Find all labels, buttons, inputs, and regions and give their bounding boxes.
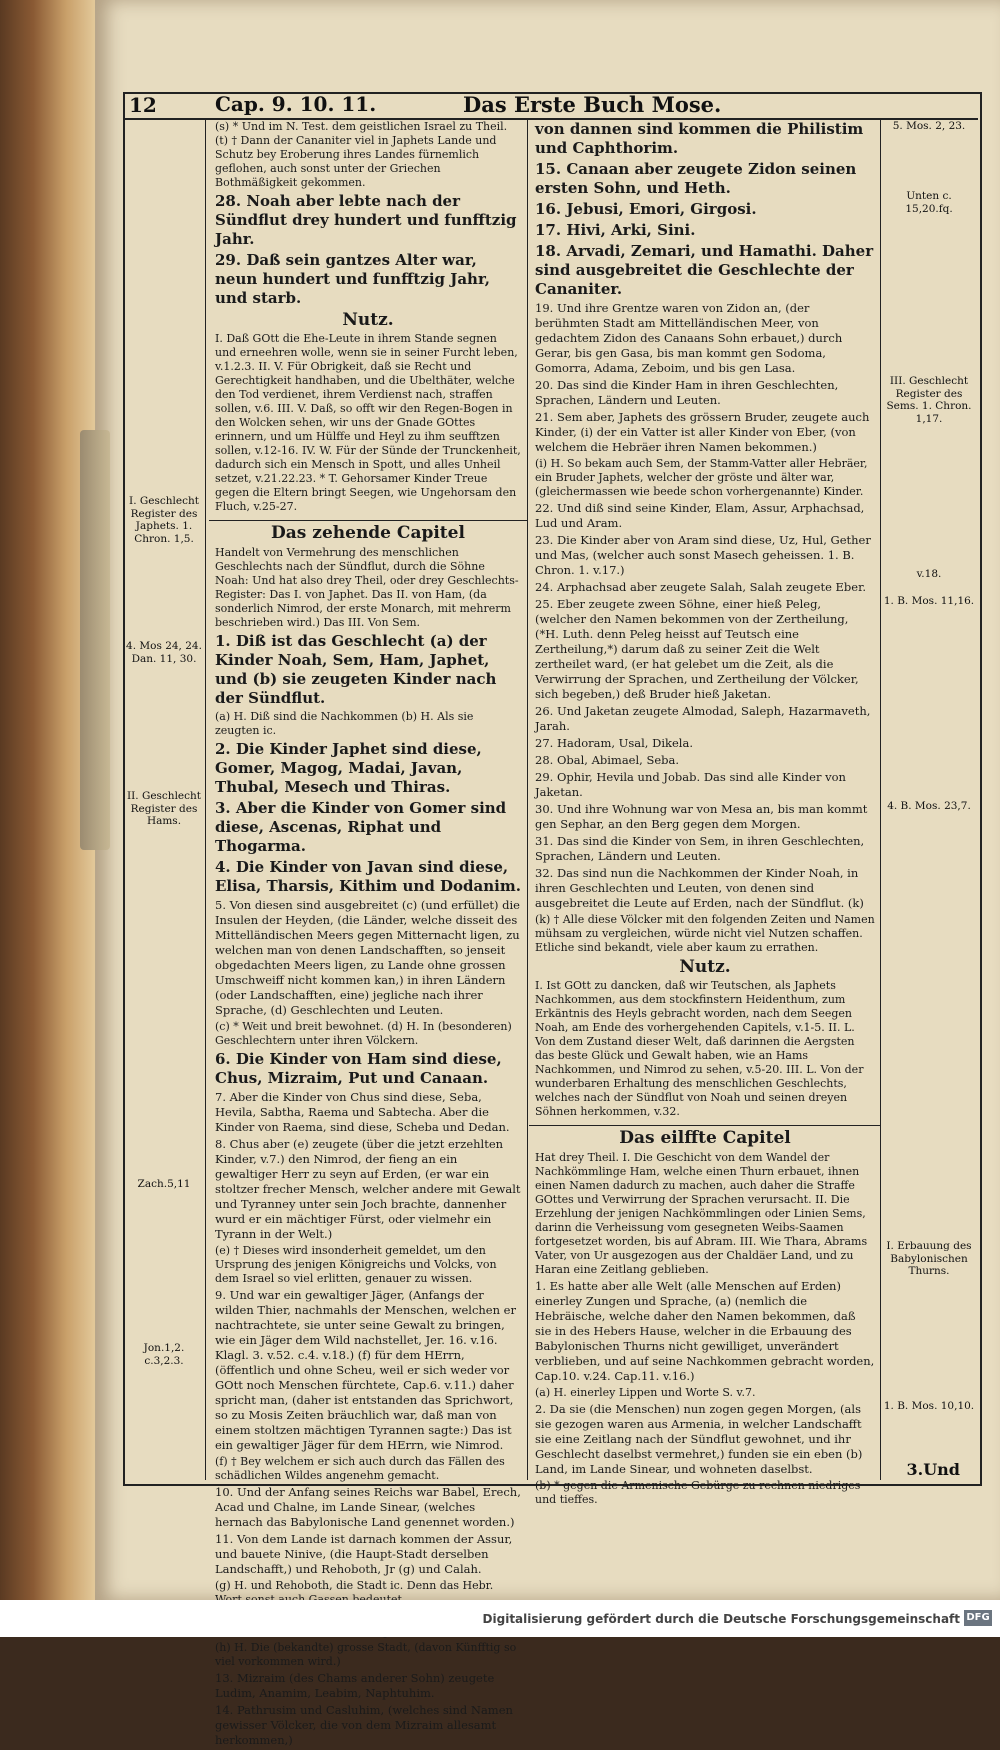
application-text: I. Daß GOtt die Ehe-Leute in ihrem Stande segnen und erneehren wolle, wenn sie in seiner Furcht leben, v.1.2.3. II. V. Für Obrigkeit, daß sie Recht und Gerechtigkeit handhaben, und die Ubelthäter, welche den Tod verdienet, ihrem Verdienst nach, straffen sollen, v.6. III. V. Daß, so offt wir den Regen-Bogen in den Wolcken sehen, wir uns der Gnade GOttes erinnern, und um Hülffe und Heyl zu ihm seufftzen sollen, v.12-16. IV. W. Für der Sünde der Trunckenheit, dadurch sich ein Mensch in Spott, und alles Unheil setzet, v.21.22.23. * T. Gehorsamer Kinder Treue gegen die Eltern bringt Seegen, wie Ungehorsam den Fluch, v.25-27. (215, 332, 521, 514)
verse: 13. Mizraim (des Chams anderer Sohn) zeugete Ludim, Anamim, Leabim, Naphtuhim. (215, 1670, 495, 1700)
section-heading: Nutz. (342, 310, 394, 330)
verse: 28. Obal, Abimael, Seba. (535, 753, 680, 767)
verse: 27. Hadoram, Usal, Dikela. (535, 736, 693, 750)
footnote: (a) H. einerley Lippen und Worte S. v.7. (535, 1385, 756, 1399)
verse: 24. Arphachsad aber zeugete Salah, Salah zeugete Eber. (535, 580, 866, 594)
margin-note: v.18. (916, 568, 942, 580)
footnote: (h) H. Die (bekandte) grosse Stadt, (davon Künfftig so viel vorkommen wird.) (215, 1640, 517, 1668)
margin-note: I. Erbauung des Babylonischen Thurns. (886, 1240, 972, 1277)
footnote: (i) H. So bekam auch Sem, der Stamm-Vatter aller Hebräer, ein Bruder Japhets, welcher der gröste und älter war, (gleichermassen wie beede schon vorhergenannte) Kinder. (535, 457, 868, 498)
margin-note: I. Geschlecht Register des Japhets. 1. Chron. 1,5. (129, 495, 199, 545)
verse: 31. Das sind die Kinder von Sem, in ihren Geschlechten, Sprachen, Ländern und Leuten. (535, 834, 865, 863)
verse: 9. Und war ein gewaltiger Jäger, (Anfangs der wilden Thier, nachmahls der Menschen, welchen er nachtrachtete, sie unter seine Gewalt zu bringen, wie ein Jäger dem Wild nachstellet, Jer. 16. v.16. Klagl. 3. v.52. c.4. v.18.) (f) für dem HErrn, (öffentlich und ohne Scheu, weil er sich weder vor GOtt noch Menschen fürchtete, Cap.6. v.11.) daher spricht man, (daher ist entstanden das Sprichwort, so zu Mosis Zeiten bräuchlich war, daß man von einem stoltzen mächtigen Tyrannen sagte:) Das ist ein gewaltiger Jäger für dem HErrn, wie Nimrod. (215, 1287, 516, 1452)
catchword: 3.Und (906, 1460, 960, 1479)
verse: von dannen sind kommen die Philistim und Caphthorim. (535, 120, 864, 157)
verse: 29. Daß sein gantzes Alter war, neun hundert und funfftzig Jahr, und starb. (215, 251, 490, 307)
verse: 6. Die Kinder von Ham sind diese, Chus, Mizraim, Put und Canaan. (215, 1049, 502, 1087)
verse: 14. Pathrusim und Casluhim, (welches sind Namen gewisser Völcker, die von dem Mizraim allesamt herkommen,) (215, 1702, 513, 1747)
footnote: (f) † Bey welchem er sich auch durch das Fällen des schädlichen Wildes angenehm gemacht. (215, 1454, 505, 1482)
chapter-reference: Cap. 9. 10. 11. (215, 92, 377, 116)
verse: 2. Die Kinder Japhet sind diese, Gomer, Magog, Madai, Javan, Thubal, Mesech und Thiras. (215, 739, 482, 796)
funding-credit: Digitalisierung gefördert durch die Deutsche Forschungsgemeinschaft (482, 1612, 960, 1626)
rule-right-margin (880, 118, 881, 1480)
margin-note: 4. Mos 24, 24. Dan. 11, 30. (126, 640, 202, 665)
verse: 3. Aber die Kinder von Gomer sind diese, Ascenas, Riphat und Thogarma. (215, 798, 507, 855)
bookmark-ribbon (80, 430, 110, 850)
verse: 30. Und ihre Wohnung war von Mesa an, bis man kommt gen Sephar, an den Berg gegen dem Morgen. (535, 802, 868, 831)
footer-bar (0, 1600, 1000, 1637)
section-heading: Nutz. (679, 957, 731, 977)
divider (209, 520, 527, 521)
verse: 1. Es hatte aber alle Welt (alle Menschen auf Erden) einerley Zungen und Sprache, (a) (nemlich die Hebräische, welche daher den Namen bekommen, daß sie in des Hebers Hause, welcher in die Erbauung des Babylonischen Thurns nicht gewilliget, unverändert verblieben, und auf seine Nachkommen gebracht worden, Cap.10. v.24. Cap.11. v.16.) (535, 1278, 875, 1383)
margin-note: III. Geschlecht Register des Sems. 1. Chron. 1,17. (886, 375, 972, 425)
running-header (123, 92, 978, 120)
margin-note: Zach.5,11 (137, 1178, 191, 1190)
verse: 16. Jebusi, Emori, Girgosi. (535, 200, 757, 218)
verse: 17. Hivi, Arki, Sini. (535, 221, 696, 239)
chapter-summary: Hat drey Theil. I. Die Geschicht von dem Wandel der Nachkömmlinge Ham, welche einen Thurn erbauet, ihnen einen Namen dadurch zu machen, auch daher die Straffe GOttes und Verwirrung der Sprachen verursacht. II. Die Erzehlung der jenigen Nachkömmlingen oder Linien Sems, darinn die Verheissung vom gesegneten Weibs-Saamen fortgesetzet worden, bis auf Abram. III. Wie Thara, Abrams Vater, von Ur ausgezogen aus der Chaldäer Land, und zu Haran eine Zeitlang geblieben. (535, 1150, 868, 1276)
footnote: (b) * gegen die Armenische Gebürge zu rechnen niedriges und tieffes. (535, 1478, 861, 1506)
verse: 18. Arvadi, Zemari, und Hamathi. Daher sind ausgebreitet die Geschlechte der Cananiter. (535, 242, 874, 298)
margin-note: 1. B. Mos. 11,16. (883, 595, 975, 607)
verse: 20. Das sind die Kinder Ham in ihren Geschlechten, Sprachen, Ländern und Leuten. (535, 378, 839, 407)
verse: 28. Noah aber lebte nach der Sündflut drey hundert und funfftzig Jahr. (215, 192, 517, 248)
chapter-heading: Das zehende Capitel (271, 523, 465, 544)
verse: 10. Und der Anfang seines Reichs war Babel, Erech, Acad und Chalne, im Lande Sinear, (welches hernach das Babylonische Land genennet worden.) (215, 1484, 521, 1529)
footnote: (g) H. und Rehoboth, die Stadt ic. Denn das Hebr. (215, 1578, 494, 1592)
margin-note: 1. B. Mos. 10,10. (883, 1400, 975, 1412)
verse: 26. Und Jaketan zeugete Almodad, Saleph, Hazarmaveth, Jarah. (535, 704, 871, 733)
divider (529, 1125, 881, 1126)
chapter-heading: Das eilffte Capitel (619, 1128, 791, 1149)
margin-note: Jon.1,2. c.3,2.3. (143, 1342, 185, 1367)
verse: 2. Da sie (die Menschen) nun zogen gegen Morgen, (als sie gezogen waren aus Armenia, in welcher Landschafft sie eine Zeitlang nach der Sündflut gewohnet, und ihr Geschlecht daselbst vermehret,) funden sie ein eben (b) Land, im Lande Sinear, und wohneten daselbst. (535, 1401, 863, 1476)
footnote: (e) † Dieses wird insonderheit gemeldet, um den Ursprung des jenigen Königreichs und Volcks, von dem Israel so viel erlitten, genauer zu wissen. (215, 1243, 497, 1285)
verse: 4. Die Kinder von Javan sind diese, Elisa, Tharsis, Kithim und Dodanim. (215, 857, 521, 895)
verse: 23. Die Kinder aber von Aram sind diese, Uz, Hul, Gether und Mas, (welcher auch sonst Masech geheissen. 1. B. Chron. 1. v.17.) (535, 533, 871, 577)
verse: 5. Von diesen sind ausgebreitet (c) (und erfüllet) die Insulen der Heyden, (die Länder, welche disseit des Mittelländischen Meers gegen Mitternacht ligen, zu welchen man von denen Landschafften, so jenseit obgedachten Meers ligen, zu Lande ohne grossen Umschweiff nicht kommen kan,) in ihren Ländern (oder Landschafften, eine) jegliche nach ihrer Sprache, (d) Geschlechten und Leuten. (215, 897, 520, 1017)
verse: 32. Das sind nun die Nachkommen der Kinder Noah, in ihren Geschlechten und Leuten, von denen sind ausgebreitet die Leute auf Erden, nach der Sündflut. (k) (535, 866, 864, 910)
verse: 22. Und diß sind seine Kinder, Elam, Assur, Arphachsad, Lud und Aram. (535, 501, 865, 530)
left-column (215, 120, 521, 1750)
verse: 7. Aber die Kinder von Chus sind diese, Seba, Hevila, Sabtha, Raema und Sabtecha. Aber die Kinder von Raema, sind diese, Scheba und Dedan. (215, 1089, 510, 1134)
verse: 1. Diß ist das Geschlecht (a) der Kinder Noah, Sem, Ham, Japhet, und (b) sie zeugeten Kinder nach der Sündflut. (215, 631, 497, 707)
verse: 8. Chus aber (e) zeugete (über die jetzt erzehlten Kinder, v.7.) den Nimrod, der fieng an ein gewaltiger Herr zu seyn auf Erden, (er war ein stoltzer frecher Mensch, welcher andere mit Gewalt und Tyranney unter sein Joch brachte, dannenher wurd er ein mächtiger Fürst, oder vielmehr ein Tyrann in der Welt.) (215, 1136, 521, 1241)
verse: 15. Canaan aber zeugete Zidon seinen ersten Sohn, und Heth. (535, 160, 857, 197)
margin-note: 4. B. Mos. 23,7. (887, 800, 971, 812)
page-number: 12 (129, 93, 157, 117)
rule-center (527, 118, 528, 1480)
verse: 21. Sem aber, Japhets des grössern Bruder, zeugete auch Kinder, (i) der ein Vatter ist aller Kinder von Eber, (von welchem die Hebräer ihren Namen bekommen.) (535, 410, 870, 454)
verse: 19. Und ihre Grentze waren von Zidon an, (der berühmten Stadt am Mittelländischen Meer, von gedachtem Zidon des Canaans Sohn erbauet,) durch Gerar, bis gen Gasa, bis man kommt gen Sodoma, Gomorra, Adama, Zeboim, und bis gen Lasa. (535, 301, 843, 375)
footnote: (c) * Weit und breit bewohnet. (d) H. In (besonderen) Geschlechtern unter ihren Völckern. (215, 1019, 512, 1047)
right-column (535, 120, 875, 1509)
book-title: Das Erste Buch Mose. (463, 92, 722, 117)
chapter-summary: Handelt von Vermehrung des menschlichen Geschlechts nach der Sündflut, durch die Söhne Noah: Und hat also drey Theil, oder drey Geschlechts-Register: Das I. von Japhet. Das II. von Ham, (da sonderlich Nimrod, der erste Monarch, mit mehrerm beschrieben wird.) Das III. Von Sem. (215, 545, 519, 629)
rule-left-margin (205, 118, 206, 1480)
application-text: I. Ist GOtt zu dancken, daß wir Teutschen, als Japhets Nachkommen, aus dem stockfinstern Heidenthum, zum Erkäntnis des Heyls gebracht worden, nach dem Seegen Noah, am Ende des vorhergehenden Capitels, v.1-5. II. L. Von dem Zustand dieser Welt, daß darinnen die Aergsten das beste Glück und Gewalt haben, wie an Hams Nachkommen, und Nimrod zu sehen, v.5-20. III. L. Von der wunderbaren Erhaltung des menschlichen Geschlechts, welches nach der Sündflut von Noah und seinen dreyen Söhnen herkommen, v.32. (535, 979, 864, 1119)
verse: 11. Von dem Lande ist darnach kommen der Assur, und bauete Ninive, (die Haupt-Stadt derselben Landschafft,) und Rehoboth, Jr (g) und Calah. (215, 1531, 513, 1576)
footnote: (k) † Alle diese Völcker mit den folgenden Zeiten und Namen mühsam zu vergleichen, würde nicht viel Nutzen schaffen. Etliche sind bekandt, viele aber kaum zu errathen. (535, 913, 875, 954)
verse: 29. Ophir, Hevila und Jobab. Das sind alle Kinder von Jaketan. (535, 770, 846, 799)
margin-note: 5. Mos. 2, 23. (892, 120, 966, 132)
footnote: (s) * Und im N. Test. dem geistlichen Israel zu Theil. (t) † Dann der Cananiter viel in Japhets Lande und Schutz bey Eroberung ihres Landes fürnemlich geflohen, auch sonst unter der Griechen Bothmäßigkeit gekommen. (215, 120, 508, 189)
footnote: (a) H. Diß sind die Nachkommen (b) H. Als sie zeugten ic. (215, 709, 474, 737)
margin-note: Unten c. 15,20.fq. (905, 190, 953, 215)
verse: 25. Eber zeugete zween Söhne, einer hieß Peleg, (welcher den Namen bekommen von der Zertheilung, (*H. Luth. denn Peleg heisst auf Teutsch eine Zertheilung,*) darum daß zu seiner Zeit die Welt zertheilet ward, (er hat gelebet um die Zeit, als die Verwirrung der Sprachen, und Zertheilung der Völcker, sich begeben,) deß Bruder hieß Jaketan. (535, 597, 859, 701)
margin-note: II. Geschlecht Register des Hams. (126, 790, 202, 827)
dfg-logo: DFG (964, 1610, 992, 1626)
